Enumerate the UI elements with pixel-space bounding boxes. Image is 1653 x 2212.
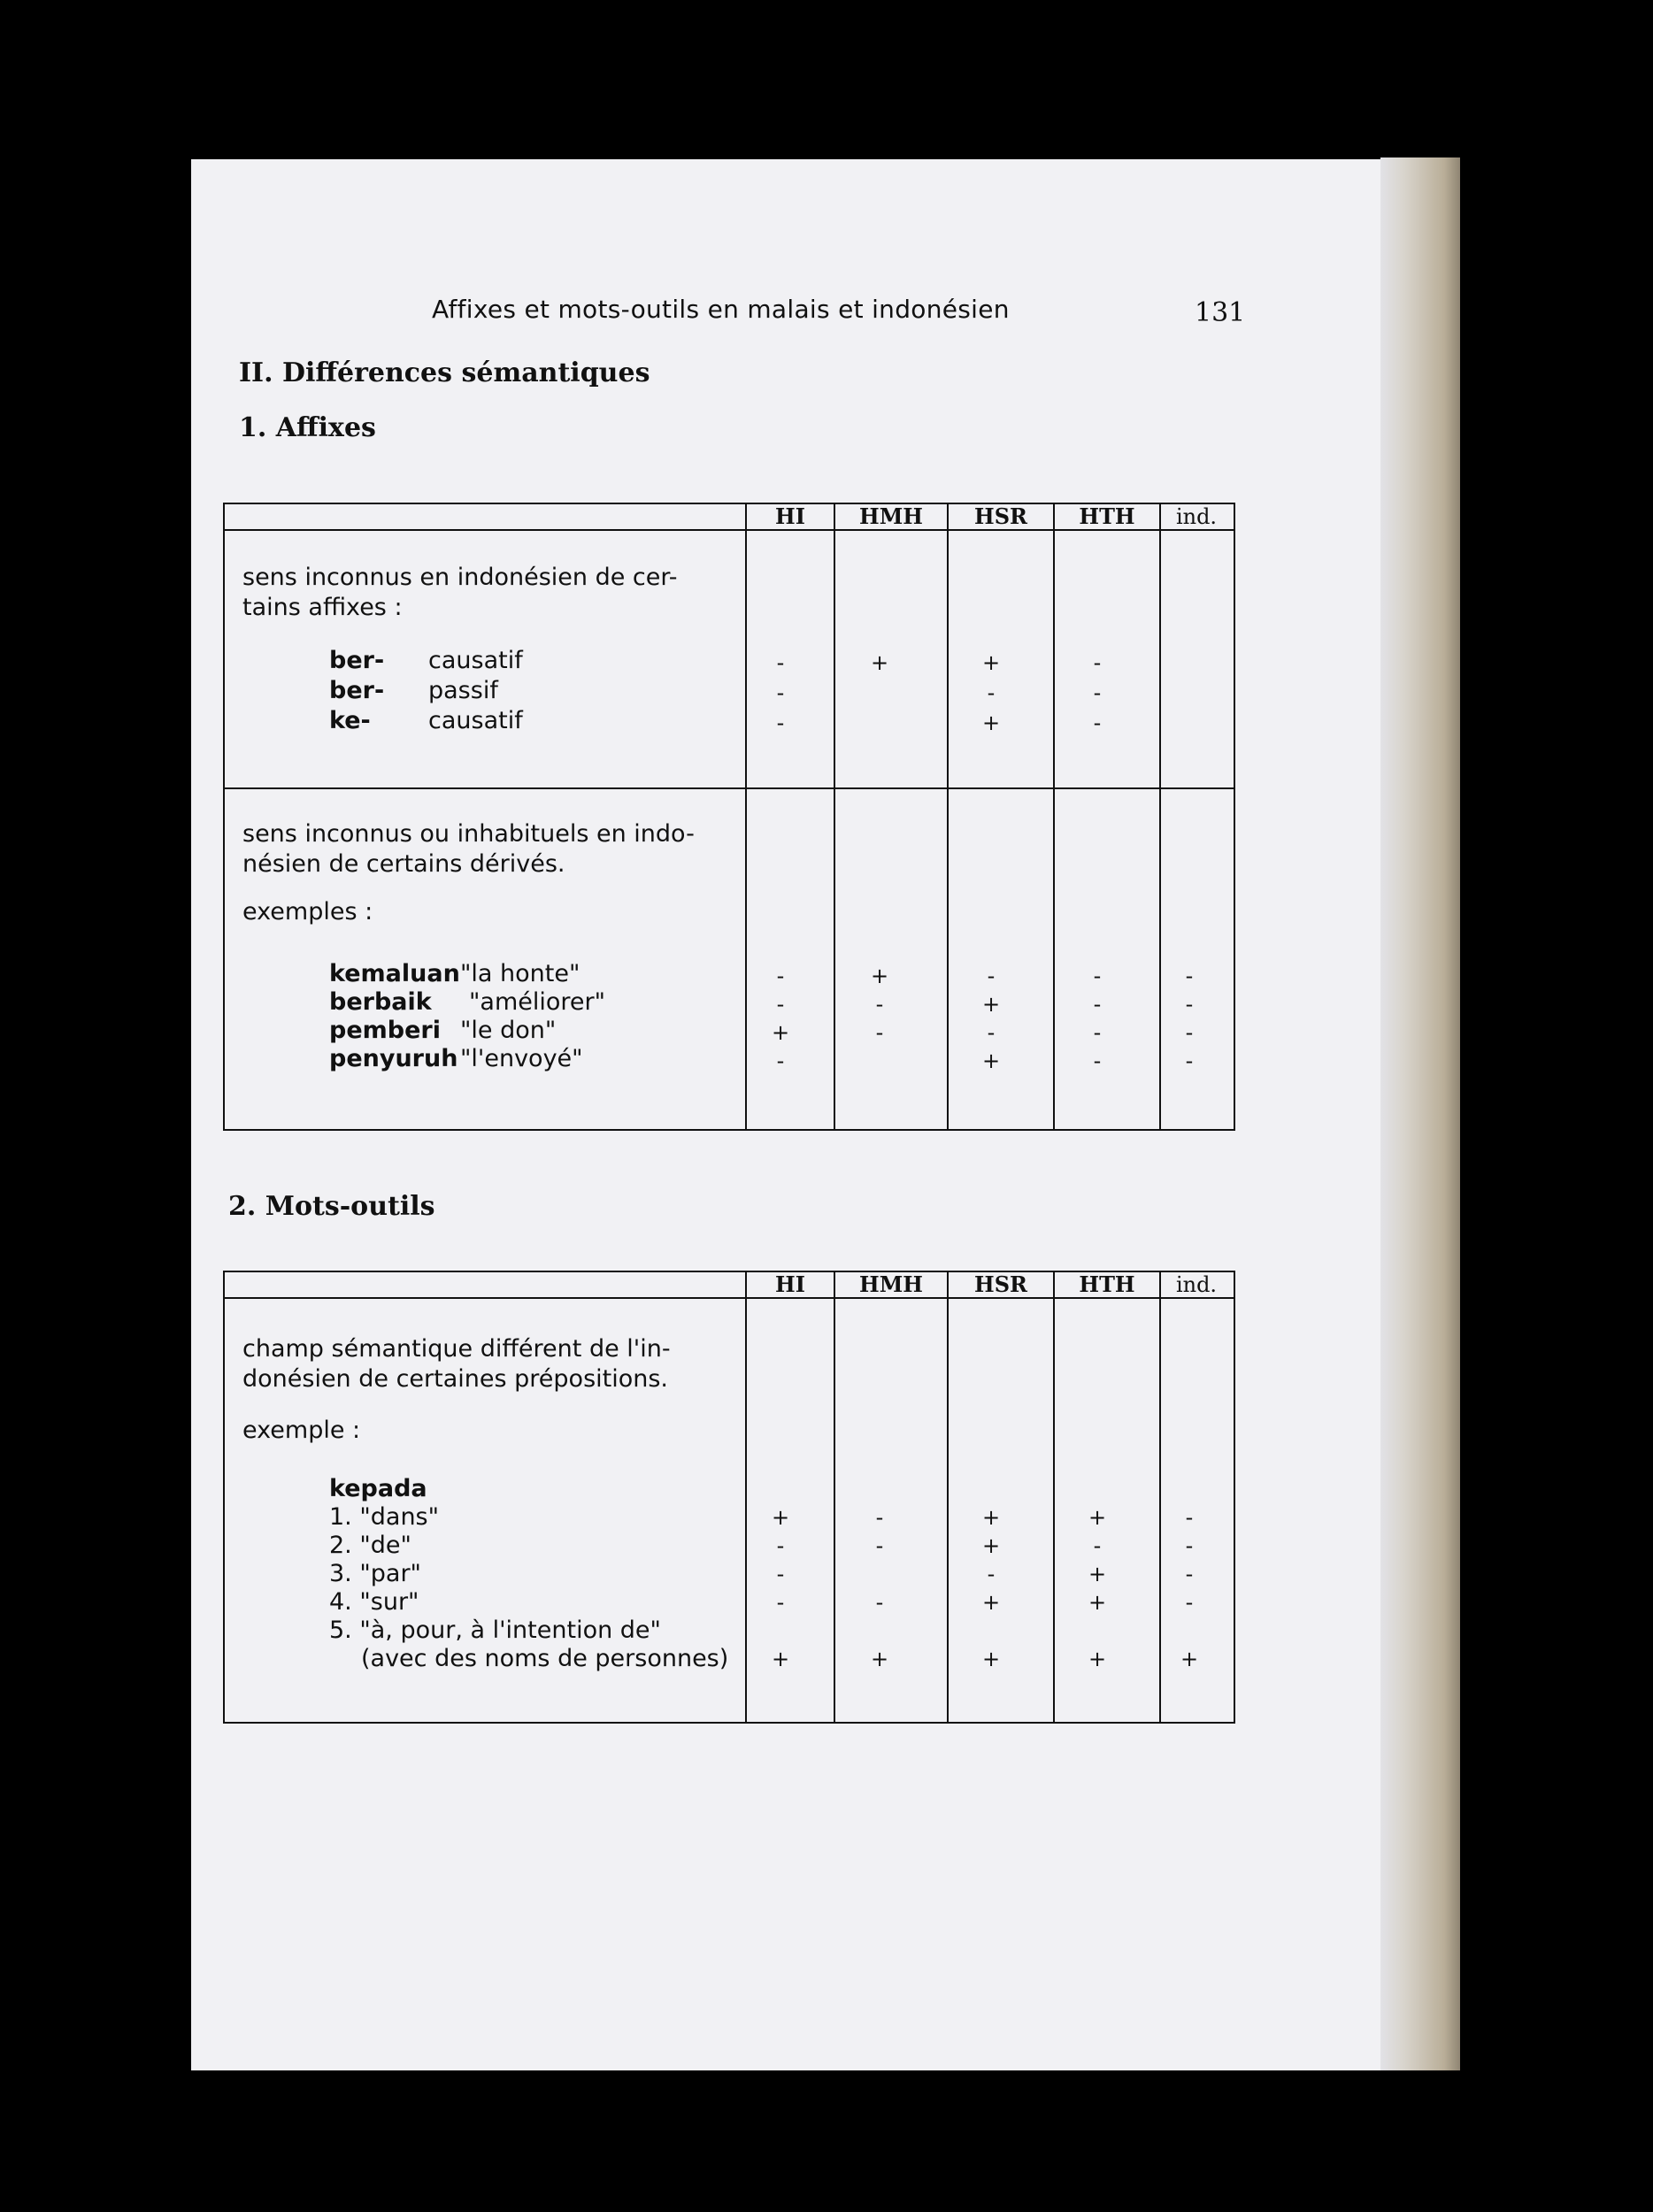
col-hth: HTH <box>1079 503 1135 529</box>
cell-mark: - <box>1093 650 1102 675</box>
sense-item: 5. "à, pour, à l'intention de" <box>329 1617 661 1644</box>
example-word: pemberi <box>329 1017 441 1044</box>
cell-mark: - <box>1185 1533 1194 1558</box>
example-word: kemaluan <box>329 960 460 987</box>
row2-desc-line2: nésien de certains dérivés. <box>242 850 565 878</box>
affix-word: ke- <box>329 707 371 734</box>
row1-desc-line1: sens inconnus en indonésien de cer- <box>242 564 678 591</box>
col-ind: ind. <box>1175 504 1218 529</box>
cell-mark: - <box>1093 1048 1102 1073</box>
cell-mark: - <box>776 1590 785 1615</box>
col-hi: HI <box>775 503 805 529</box>
row-separator <box>225 787 1234 789</box>
affixes-table <box>223 503 1235 1131</box>
cell-mark: - <box>987 680 996 705</box>
subsection-mots-outils: 2. Mots-outils <box>228 1191 435 1222</box>
example-gloss: "la honte" <box>460 960 580 987</box>
cell-mark: - <box>1093 964 1102 988</box>
section-title: II. Différences sémantiques <box>239 357 650 388</box>
example-word: berbaik <box>329 988 432 1016</box>
mots-outils-table <box>223 1271 1235 1724</box>
affix-gloss: passif <box>428 677 498 704</box>
cell-mark: - <box>776 680 785 705</box>
cell-mark: - <box>875 1590 884 1615</box>
cell-mark: + <box>982 1647 1001 1671</box>
cell-mark: - <box>875 1533 884 1558</box>
cell-mark: + <box>982 650 1001 675</box>
page-edge <box>1380 157 1460 2070</box>
sense-item: 4. "sur" <box>329 1588 419 1616</box>
affix-gloss: causatif <box>428 707 523 734</box>
example-word: penyuruh <box>329 1045 458 1072</box>
desc-line2: donésien de certaines prépositions. <box>242 1365 669 1393</box>
col-ind: ind. <box>1175 1272 1218 1297</box>
subsection-affixes: 1. Affixes <box>239 412 376 443</box>
cell-mark: - <box>987 964 996 988</box>
cell-mark: - <box>776 1533 785 1558</box>
row2-desc-line1: sens inconnus ou inhabituels en indo- <box>242 820 695 848</box>
col-hmh: HMH <box>859 1271 923 1297</box>
affix-word: ber- <box>329 677 385 704</box>
cell-mark: - <box>1093 1533 1102 1558</box>
desc-line1: champ sémantique différent de l'in- <box>242 1335 671 1363</box>
cell-mark: + <box>871 964 889 988</box>
cell-mark: + <box>982 1533 1001 1558</box>
cell-mark: - <box>1185 1020 1194 1045</box>
examples-label: exemples : <box>242 898 373 926</box>
cell-mark: + <box>982 1590 1001 1615</box>
keyword-kepada: kepada <box>329 1475 427 1502</box>
cell-mark: + <box>772 1505 790 1530</box>
cell-mark: + <box>982 1505 1001 1530</box>
sense-item: 1. "dans" <box>329 1503 440 1531</box>
cell-mark: - <box>776 710 785 735</box>
cell-mark: - <box>776 650 785 675</box>
cell-mark: - <box>1185 1562 1194 1586</box>
cell-mark: - <box>1185 1048 1194 1073</box>
cell-mark: - <box>776 992 785 1017</box>
affix-gloss: causatif <box>428 647 523 674</box>
col-hsr: HSR <box>974 1271 1027 1297</box>
cell-mark: - <box>875 1020 884 1045</box>
example-label: exemple : <box>242 1417 361 1444</box>
cell-mark: + <box>871 1647 889 1671</box>
cell-mark: + <box>982 1048 1001 1073</box>
cell-mark: - <box>875 1505 884 1530</box>
cell-mark: - <box>1093 992 1102 1017</box>
cell-mark: + <box>982 992 1001 1017</box>
running-header: Affixes et mots-outils en malais et indonésien <box>432 295 1010 324</box>
cell-mark: - <box>1093 710 1102 735</box>
cell-mark: - <box>875 992 884 1017</box>
page-number: 131 <box>1195 297 1246 328</box>
cell-mark: + <box>982 710 1001 735</box>
cell-mark: - <box>1185 1505 1194 1530</box>
cell-mark: + <box>871 650 889 675</box>
affix-word: ber- <box>329 647 385 674</box>
cell-mark: - <box>1185 964 1194 988</box>
cell-mark: + <box>1088 1505 1107 1530</box>
cell-mark: - <box>776 964 785 988</box>
cell-mark: + <box>1088 1590 1107 1615</box>
cell-mark: - <box>1185 992 1194 1017</box>
example-gloss: "améliorer" <box>469 988 606 1016</box>
cell-mark: - <box>776 1048 785 1073</box>
col-hth: HTH <box>1079 1271 1135 1297</box>
cell-mark: + <box>1088 1647 1107 1671</box>
cell-mark: + <box>772 1647 790 1671</box>
cell-mark: - <box>1093 680 1102 705</box>
row1-desc-line2: tains affixes : <box>242 594 403 621</box>
cell-mark: - <box>776 1562 785 1586</box>
cell-mark: - <box>987 1562 996 1586</box>
cell-mark: + <box>1180 1647 1199 1671</box>
cell-mark: - <box>1093 1020 1102 1045</box>
sense-item: 3. "par" <box>329 1560 421 1587</box>
cell-mark: - <box>1185 1590 1194 1615</box>
col-hsr: HSR <box>974 503 1027 529</box>
sense-item: 2. "de" <box>329 1532 411 1559</box>
example-gloss: "l'envoyé" <box>460 1045 583 1072</box>
cell-mark: + <box>1088 1562 1107 1586</box>
col-hi: HI <box>775 1271 805 1297</box>
col-hmh: HMH <box>859 503 923 529</box>
example-gloss: "le don" <box>460 1017 557 1044</box>
cell-mark: - <box>987 1020 996 1045</box>
sense-item: (avec des noms de personnes) <box>361 1645 729 1672</box>
cell-mark: + <box>772 1020 790 1045</box>
